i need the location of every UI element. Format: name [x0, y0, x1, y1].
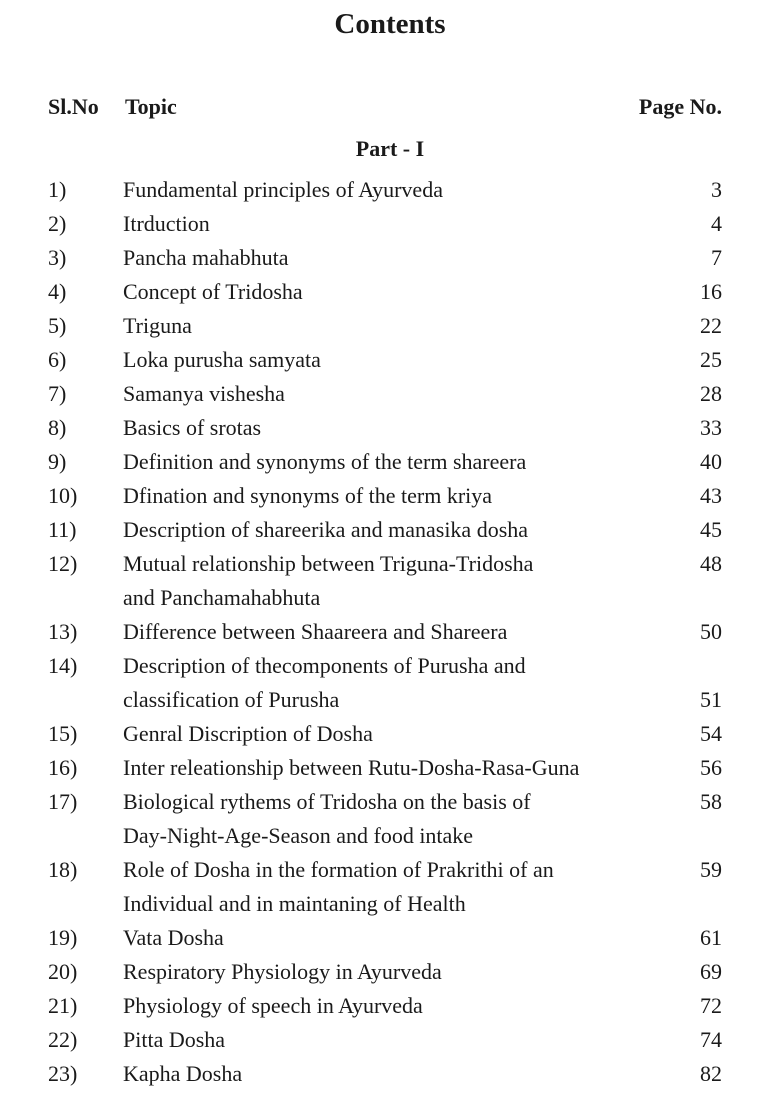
entry-page-number: 3: [711, 177, 722, 202]
toc-entry: [48, 445, 722, 479]
entry-topic: [123, 1023, 672, 1057]
entry-topic-line: Basics of srotas: [123, 415, 262, 440]
entry-topic-line: Day-Night-Age-Season and food intake: [123, 823, 474, 848]
entry-page-number: 69: [700, 959, 722, 984]
entry-page-number: 22: [700, 313, 722, 338]
entry-topic: [123, 751, 672, 785]
entry-topic-line: Pancha mahabhuta: [123, 245, 289, 270]
toc-entry: [48, 717, 722, 751]
toc-entry: [48, 1023, 722, 1057]
entry-number: 2): [48, 211, 67, 236]
toc-entry: [48, 207, 722, 241]
entry-page-number: 54: [700, 721, 722, 746]
entry-topic-line: Individual and in maintaning of Health: [123, 891, 466, 916]
toc-entry: [48, 411, 722, 445]
toc-entry: [48, 785, 722, 853]
entry-page-number: 40: [700, 449, 722, 474]
entry-topic-line: Vata Dosha: [123, 925, 224, 950]
entry-topic-line: Definition and synonyms of the term shareera: [123, 449, 527, 474]
toc-entry: [48, 377, 722, 411]
entry-topic-line: Description of shareerika and manasika dosha: [123, 517, 529, 542]
entry-topic: [123, 615, 672, 649]
entry-topic-line: Physiology of speech in Ayurveda: [123, 993, 423, 1018]
entry-topic-line: and Panchamahabhuta: [123, 585, 321, 610]
entry-topic: [123, 241, 672, 275]
entry-number: 11): [48, 517, 77, 542]
entry-topic-line: Kapha Dosha: [123, 1061, 243, 1086]
entry-topic-line: Concept of Tridosha: [123, 279, 303, 304]
entry-topic: [123, 649, 672, 717]
entry-topic-line: Respiratory Physiology in Ayurveda: [123, 959, 442, 984]
entry-topic: [123, 717, 672, 751]
toc-entry: [48, 309, 722, 343]
entry-topic-line: Genral Discription of Dosha: [123, 721, 373, 746]
entry-number: 19): [48, 925, 78, 950]
entry-page-number: 25: [700, 347, 722, 372]
entry-topic-line: Description of thecomponents of Purusha and: [123, 653, 526, 678]
entry-page-number: 74: [700, 1027, 722, 1052]
entry-number: 12): [48, 551, 78, 576]
entry-page-number: 28: [700, 381, 722, 406]
entry-page-number: 50: [700, 619, 722, 644]
header-slno: Sl.No: [48, 94, 99, 119]
entry-number: 16): [48, 755, 78, 780]
toc-list: [48, 173, 722, 1091]
entry-number: 7): [48, 381, 67, 406]
toc-entry: [48, 649, 722, 717]
entry-number: 1): [48, 177, 67, 202]
toc-entry: [48, 547, 722, 615]
entry-number: 20): [48, 959, 78, 984]
entry-page-number: 51: [700, 687, 722, 712]
page-title: Contents: [334, 8, 446, 40]
entry-number: 8): [48, 415, 67, 440]
entry-number: 22): [48, 1027, 78, 1052]
toc-entry: [48, 1057, 722, 1091]
entry-topic: [123, 445, 672, 479]
toc-entry: [48, 241, 722, 275]
entry-topic-line: Biological rythems of Tridosha on the basis of: [123, 789, 531, 814]
entry-topic-line: Difference between Shaareera and Shareera: [123, 619, 508, 644]
entry-page-number: 33: [700, 415, 722, 440]
entry-topic: [123, 173, 672, 207]
entry-page-number: 72: [700, 993, 722, 1018]
toc-entry: [48, 615, 722, 649]
entry-topic: [123, 343, 672, 377]
entry-number: 15): [48, 721, 78, 746]
toc-entry: [48, 955, 722, 989]
entry-page-number: 43: [700, 483, 722, 508]
entry-page-number: 56: [700, 755, 722, 780]
entry-number: 23): [48, 1061, 78, 1086]
entry-page-number: 48: [700, 551, 722, 576]
toc-entry: [48, 479, 722, 513]
entry-number: 10): [48, 483, 78, 508]
entry-page-number: 45: [700, 517, 722, 542]
entry-topic: [123, 513, 672, 547]
entry-topic-line: classification of Purusha: [123, 687, 340, 712]
entry-page-number: 58: [700, 789, 722, 814]
entry-topic: [123, 547, 672, 615]
part-heading: Part - I: [355, 136, 425, 161]
entry-number: 5): [48, 313, 67, 338]
entry-topic: [123, 785, 672, 853]
entry-page-number: 7: [711, 245, 722, 270]
entry-topic: [123, 309, 672, 343]
entry-page-number: 16: [700, 279, 722, 304]
entry-topic-line: Role of Dosha in the formation of Prakrithi of an: [123, 857, 554, 882]
entry-number: 6): [48, 347, 67, 372]
entry-topic-line: Triguna: [123, 313, 192, 338]
entry-number: 9): [48, 449, 67, 474]
entry-number: 4): [48, 279, 67, 304]
toc-entry: [48, 343, 722, 377]
column-headers: [48, 90, 722, 124]
entry-topic: [123, 921, 672, 955]
toc-entry: [48, 751, 722, 785]
entry-number: 18): [48, 857, 78, 882]
entry-topic-line: Loka purusha samyata: [123, 347, 321, 372]
entry-topic-line: Itrduction: [123, 211, 210, 236]
entry-topic: [123, 1057, 672, 1091]
entry-topic-line: Mutual relationship between Triguna-Tridosha: [123, 551, 534, 576]
toc-entry: [48, 921, 722, 955]
entry-page-number: 59: [700, 857, 722, 882]
entry-topic: [123, 853, 672, 921]
entry-topic: [123, 989, 672, 1023]
header-page: Page No.: [638, 94, 722, 119]
entry-number: 17): [48, 789, 78, 814]
toc-entry: [48, 513, 722, 547]
toc-entry: [48, 173, 722, 207]
entry-number: 13): [48, 619, 78, 644]
entry-topic-line: Samanya vishesha: [123, 381, 285, 406]
entry-topic: [123, 479, 672, 513]
entry-page-number: 4: [711, 211, 722, 236]
entry-topic-line: Fundamental principles of Ayurveda: [123, 177, 443, 202]
toc-entry: [48, 989, 722, 1023]
toc-entry: [48, 275, 722, 309]
entry-topic-line: Pitta Dosha: [123, 1027, 226, 1052]
entry-topic-line: Inter releationship between Rutu-Dosha-Rasa-Guna: [123, 755, 580, 780]
entry-topic: [123, 411, 672, 445]
toc-entry: [48, 853, 722, 921]
entry-topic: [123, 377, 672, 411]
entry-number: 3): [48, 245, 67, 270]
header-topic: Topic: [125, 94, 177, 119]
entry-number: 21): [48, 993, 78, 1018]
entry-page-number: 82: [700, 1061, 722, 1086]
entry-page-number: 61: [700, 925, 722, 950]
entry-topic-line: Dfination and synonyms of the term kriya: [123, 483, 493, 508]
entry-topic: [123, 207, 672, 241]
entry-topic: [123, 275, 672, 309]
entry-topic: [123, 955, 672, 989]
entry-number: 14): [48, 653, 78, 678]
